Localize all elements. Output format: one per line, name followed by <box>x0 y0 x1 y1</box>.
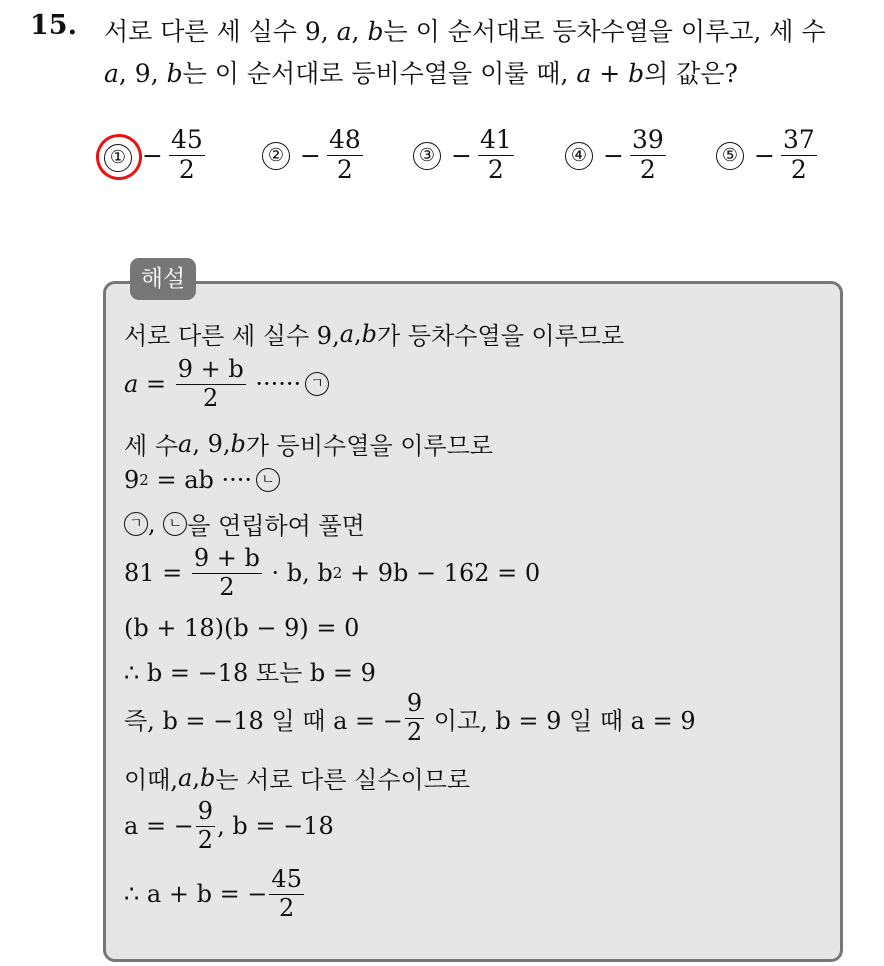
question-text-line1: 서로 다른 세 실수 9, a, b는 이 순서대로 등차수열을 이루고, 세 수 <box>104 17 826 46</box>
ref-marker: ㄴ <box>256 468 280 492</box>
solution-line-3: 세 수 a , 9, b 가 등비수열을 이루므로 <box>124 429 493 460</box>
choice-marker: ⑤ <box>716 142 744 170</box>
choice-fraction: $\frac{48}{2}$ <box>328 125 361 185</box>
choice-3[interactable]: ③ − $\frac{41}{2}$ <box>413 126 516 185</box>
choice-marker: ② <box>262 142 290 170</box>
choice-fraction: $\frac{39}{2}$ <box>631 125 664 185</box>
choice-4[interactable]: ④ − $\frac{39}{2}$ <box>565 126 668 185</box>
choice-fraction: $\frac{41}{2}$ <box>479 125 512 185</box>
solution-line-1: 서로 다른 세 실수 9, a , b 가 등차수열을 이루므로 <box>124 319 625 350</box>
solution-line-12: ∴ a + b = − $\frac{45}{2}$ <box>124 865 302 923</box>
answer-choices <box>0 126 884 196</box>
fraction: $\frac{9}{2}$ <box>197 797 214 855</box>
choice-marker: ④ <box>565 142 593 170</box>
solution-line-5: ㄱ , ㄴ 을 연립하여 풀면 <box>124 506 365 541</box>
ref-marker: ㄱ <box>124 512 148 536</box>
solution-line-6: 81 = $\frac{9 + b}{2}$ · b, b 2 + 9b − 162 = 0 <box>124 544 541 602</box>
solution-line-8: ∴ b = −18 또는 b = 9 <box>124 659 376 687</box>
choice-5[interactable]: ⑤ − $\frac{37}{2}$ <box>716 126 819 185</box>
choice-2[interactable]: ② − $\frac{48}{2}$ <box>262 126 365 185</box>
solution-line-11: a = − $\frac{9}{2}$ , b = −18 <box>124 797 334 855</box>
solution-line-4: 9 2 = ab ···· ㄴ <box>124 466 280 494</box>
fraction: $\frac{9}{2}$ <box>406 689 423 747</box>
ref-marker: ㄴ <box>163 512 187 536</box>
solution-line-2: a = $\frac{9 + b}{2}$ ······ ㄱ <box>124 356 329 413</box>
choice-1[interactable]: ① − $\frac{45}{2}$ <box>104 126 207 185</box>
fraction: $\frac{9 + b}{2}$ <box>177 355 244 413</box>
question-number: 15. <box>30 10 77 41</box>
solution-line-7: (b + 18)(b − 9) = 0 <box>124 614 360 642</box>
choice-marker: ① <box>104 144 132 172</box>
fraction: $\frac{45}{2}$ <box>271 865 302 923</box>
choice-fraction: $\frac{45}{2}$ <box>170 125 203 185</box>
question-text-line2: a, 9, b는 이 순서대로 등비수열을 이룰 때, a + b의 값은? <box>104 59 738 88</box>
selected-answer-mark-icon <box>91 128 147 184</box>
solution-line-10: 이때, a , b 는 서로 다른 실수이므로 <box>124 763 471 794</box>
solution-line-9: 즉, b = −18 일 때 a = − $\frac{9}{2}$ 이고, b = 9 일 때 a = 9 <box>124 689 696 747</box>
choice-marker: ③ <box>413 142 441 170</box>
ref-marker: ㄱ <box>305 372 329 396</box>
fraction: $\frac{9 + b}{2}$ <box>193 544 260 602</box>
solution-badge: 해설 <box>130 258 196 300</box>
choice-fraction: $\frac{37}{2}$ <box>782 125 815 185</box>
